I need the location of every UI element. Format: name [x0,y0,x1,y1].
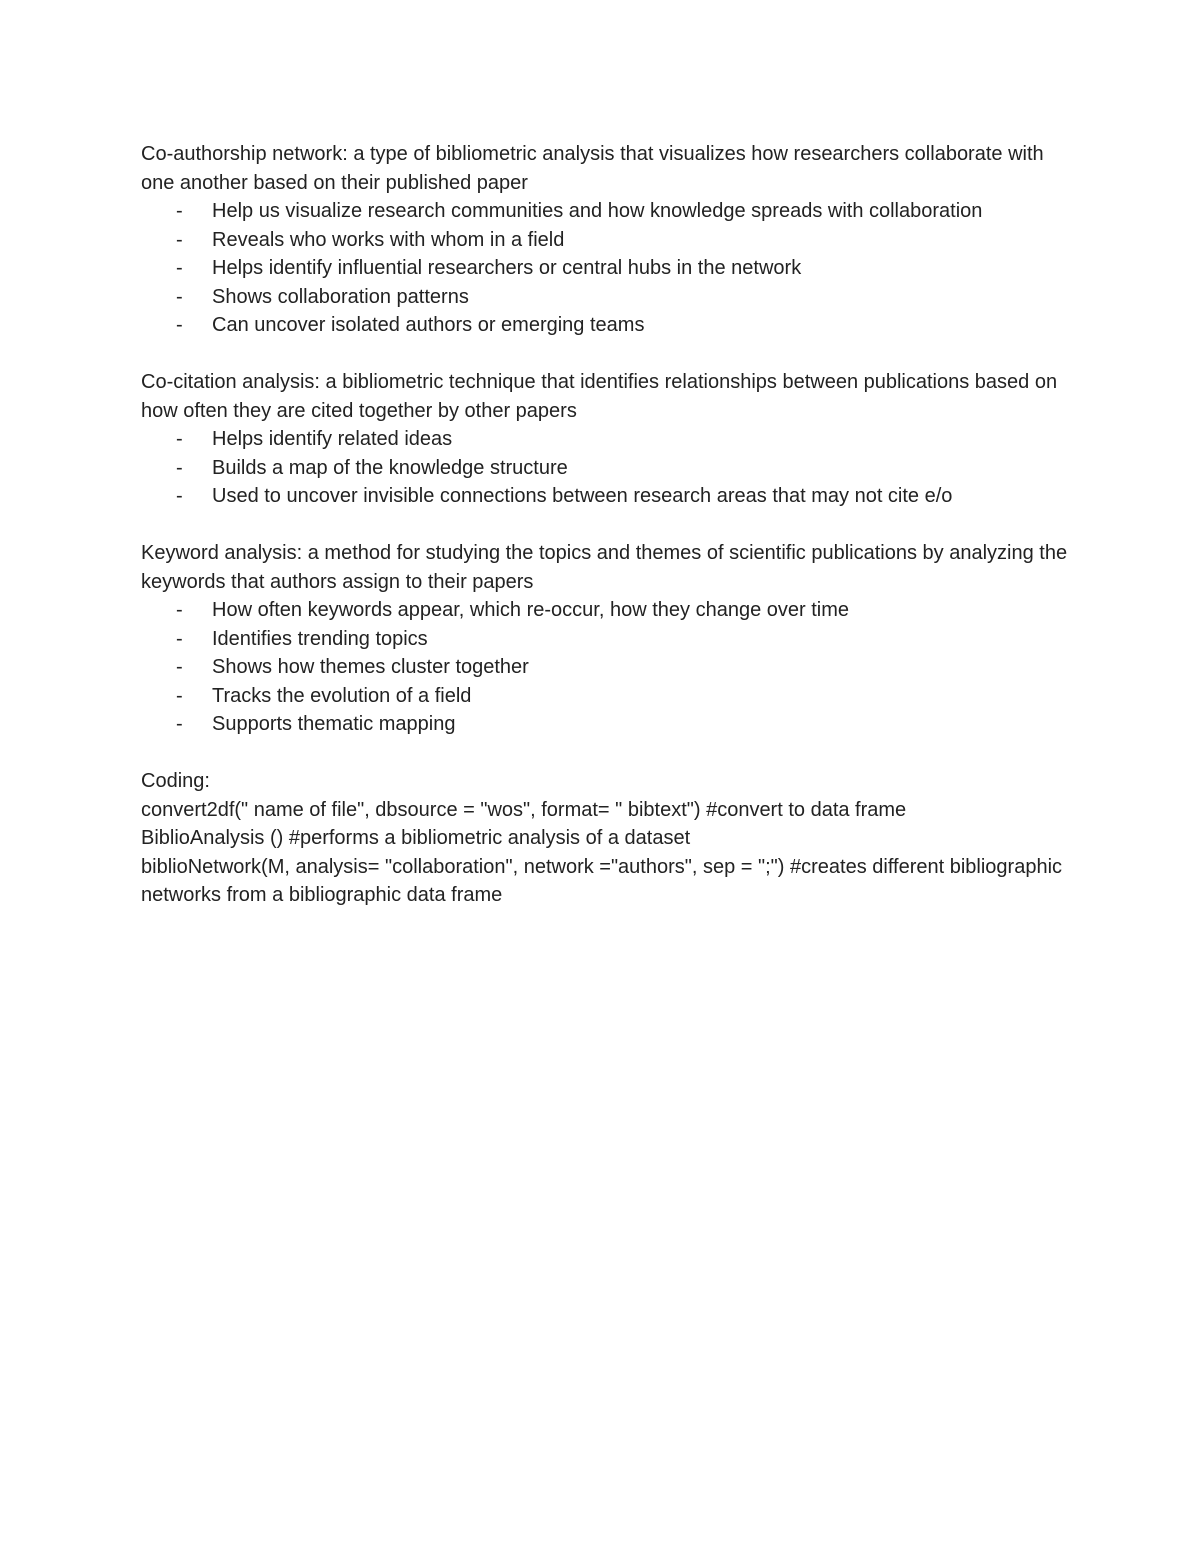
bullet-dash: - [176,257,183,279]
bullet-dash: - [176,228,183,251]
list-item [141,311,1071,340]
document-page [141,140,1071,910]
bullet-dash: - [176,428,183,450]
list-item [141,197,1071,226]
section-heading: Keyword analysis: a method for studying the topics and themes of scientific publications by analyzing the keywords that authors assign to their papers [141,542,1073,593]
list-item [141,254,1071,283]
list-item-text: Used to uncover invisible connections between research areas that may not cite e/o [212,485,953,507]
list-item-text: Can uncover isolated authors or emerging teams [212,314,645,336]
bullet-dash: - [176,627,183,650]
section-co-authorship [141,140,1071,340]
code-line: BiblioAnalysis () #performs a bibliometric analysis of a dataset [141,827,691,849]
bullet-dash: - [176,656,183,678]
bullet-dash: - [176,485,183,507]
list-item-text: Tracks the evolution of a field [212,684,472,707]
list-item-text: Help us visualize research communities and how knowledge spreads with collaboration [212,200,983,222]
list-item [141,425,1071,454]
bullet-list [141,596,1071,739]
list-item-text: Shows how themes cluster together [212,656,529,678]
list-item [141,710,1071,739]
list-item-text: How often keywords appear, which re-occur, how they change over time [212,599,849,621]
section-keyword-analysis [141,539,1071,739]
bullet-dash: - [176,285,183,308]
section-co-citation [141,368,1071,511]
bullet-dash: - [176,713,183,735]
list-item-text: Reveals who works with whom in a field [212,228,565,251]
bullet-dash: - [176,599,183,621]
bullet-list [141,197,1071,340]
coding-label: Coding: [141,770,210,792]
list-item [141,653,1071,682]
section-heading: Co-citation analysis: a bibliometric technique that identifies relationships between publications based on how often they are cited together by other papers [141,371,1063,422]
list-item [141,625,1071,654]
list-item [141,482,1071,511]
bullet-list [141,425,1071,511]
list-item [141,283,1071,312]
list-item-text: Supports thematic mapping [212,713,456,735]
list-item-text: Helps identify influential researchers or central hubs in the network [212,257,802,279]
bullet-dash: - [176,684,183,707]
section-coding [141,767,1071,910]
list-item-text: Helps identify related ideas [212,428,453,450]
list-item-text: Builds a map of the knowledge structure [212,456,568,479]
bullet-dash: - [176,314,183,336]
list-item-text: Identifies trending topics [212,627,428,650]
bullet-dash: - [176,200,183,222]
code-line: biblioNetwork(M, analysis= "collaboration", network ="authors", sep = ";") #creates different bibliographic networks from a bibliographic data frame [141,855,1063,906]
list-item [141,454,1071,483]
bullet-dash: - [176,456,183,479]
list-item [141,682,1071,711]
section-heading: Co-authorship network: a type of bibliometric analysis that visualizes how researchers collaborate with one another based on their published paper [141,143,1050,194]
list-item [141,596,1071,625]
list-item-text: Shows collaboration patterns [212,285,469,308]
code-line: convert2df(" name of file", dbsource = "wos", format= " bibtext") #convert to data frame [141,798,907,821]
list-item [141,226,1071,255]
